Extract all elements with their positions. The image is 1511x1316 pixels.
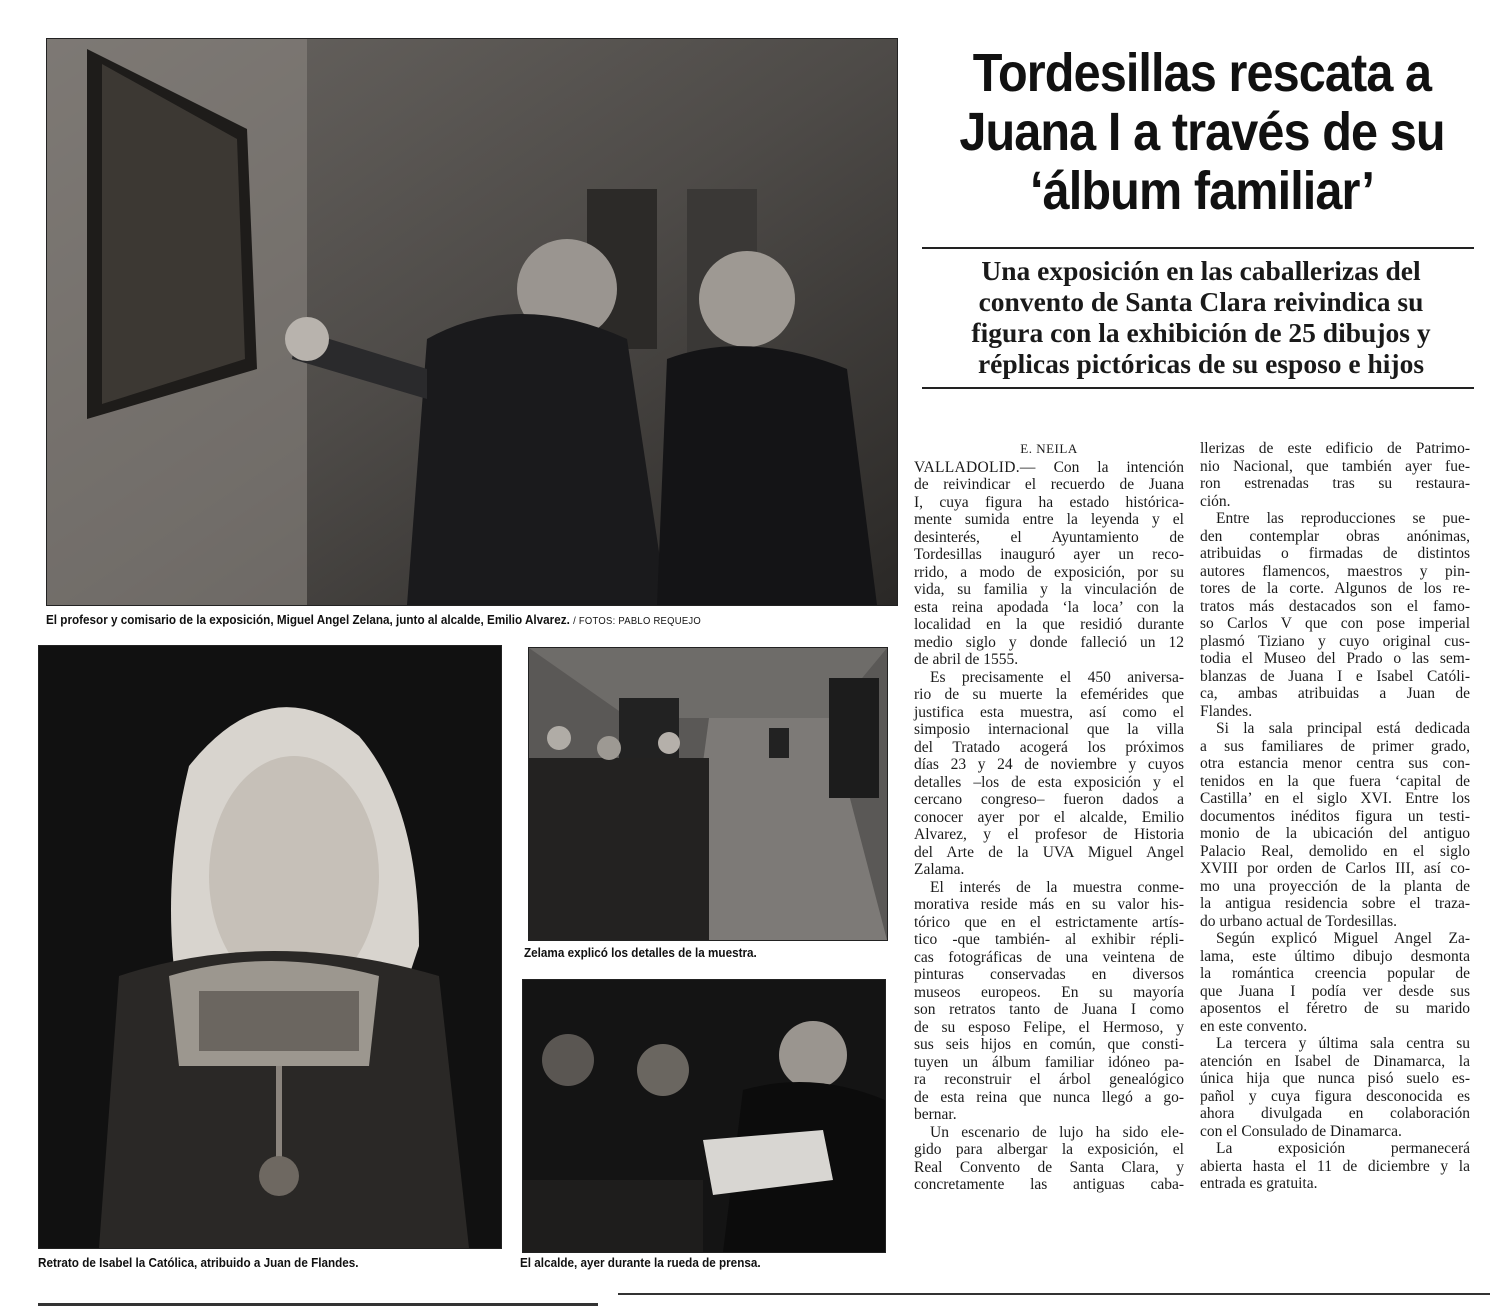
body-line: Un escenario de lujo ha sido ele- <box>930 1123 1184 1141</box>
body-line: Alvarez, y el profesor de Historia <box>914 826 1184 843</box>
body-line: medio siglo y donde falleció un 12 <box>914 633 1184 651</box>
press-photo <box>522 979 886 1253</box>
body-line: ca, ambas atribuidas a Juan de <box>1200 685 1470 702</box>
body-line: localidad en la que residió durante <box>914 616 1184 633</box>
subhead-line: réplicas pictóricas de su esposo e hijos <box>977 348 1425 379</box>
body-line: concretamente las antiguas caba- <box>914 1176 1184 1193</box>
body-line: ron estrenadas tras su restaura- <box>1200 475 1470 492</box>
headline-rule <box>922 247 1474 249</box>
body-line: vida, su familia y la vinculación de <box>914 581 1184 598</box>
body-line: gido para albergar la exposición, el <box>914 1141 1184 1158</box>
body-line: museos europeos. En su mayoría <box>914 983 1184 1001</box>
photo-credit: / FOTOS: PABLO REQUEJO <box>573 615 702 627</box>
body-line: detalles –los de esta exposición y el <box>914 773 1184 791</box>
byline: E. NEILA <box>1020 441 1078 456</box>
body-line: del Tratado acogerá los próximos <box>914 738 1184 756</box>
body-line: autores flamencos, maestros y pin- <box>1200 562 1470 580</box>
dateline: VALLADOLID.— <box>914 458 1036 476</box>
subhead-line: convento de Santa Clara reivindica su <box>978 286 1424 317</box>
body-line: única hija que nunca pisó suelo es- <box>1200 1070 1470 1087</box>
body-line: morativa reside más en su valor his- <box>914 896 1184 913</box>
body-line: simposio internacional que la villa <box>914 721 1184 738</box>
body-line: cas fotográficas de una veintena de <box>914 948 1184 966</box>
body-line: tórico que en el estrictamente artís- <box>914 913 1184 931</box>
body-line: Castilla’ en el siglo XVI. Entre los <box>1200 790 1470 807</box>
body-line: atribuidas o firmadas de distintos <box>1200 545 1470 562</box>
body-line: sus seis hijos en común, que consti- <box>914 1036 1184 1053</box>
body-line: todia el Museo del Prado o las sem- <box>1200 650 1470 667</box>
body-line: rrido, a modo de exposición, por su <box>914 563 1184 581</box>
body-line: tuyen un álbum familiar idóneo pa- <box>914 1053 1184 1071</box>
body-line: VALLADOLID.— Con la intención <box>914 458 1184 476</box>
body-line: do urbano actual de Tordesillas. <box>1200 912 1398 930</box>
body-line: tico -que también- al exhibir répli- <box>914 931 1184 948</box>
body-line: plasmó Tiziano y cuyo original cus- <box>1200 632 1470 650</box>
body-line: conocer ayer por el alcalde, Emilio <box>914 808 1184 826</box>
body-line: Palacio Real, demolido en el siglo <box>1200 842 1470 860</box>
body-line: de reivindicar el recuerdo de Juana <box>914 476 1184 493</box>
body-line: aposentos el féretro de su marido <box>1200 1000 1470 1017</box>
body-line: Tordesillas inauguró ayer un reco- <box>914 546 1184 563</box>
body-line: tratos más destacados son el famo- <box>1200 597 1470 615</box>
press-caption: El alcalde, ayer durante la rueda de prensa. <box>520 1255 761 1270</box>
body-line: otra estancia menor centra sus con- <box>1200 755 1470 772</box>
body-line: abierta hasta el 11 de diciembre y la <box>1200 1157 1470 1175</box>
body-line: monio de la ubicación del antiguo <box>1200 825 1470 842</box>
body-line: tenidos en la que fuera ‘capital de <box>1200 772 1470 790</box>
body-line: so Carlos V que con pose imperial <box>1200 615 1470 632</box>
body-line: Es precisamente el 450 aniversa- <box>930 668 1184 686</box>
body-line: atención en Isabel de Dinamarca, la <box>1200 1052 1470 1070</box>
body-line: blanzas de Juana I e Isabel Católi- <box>1200 667 1470 685</box>
body-line: entrada es gratuita. <box>1200 1175 1318 1192</box>
body-line: cercano congreso– fueron dados a <box>914 791 1184 808</box>
headline-line: Juana I a través de su <box>959 102 1445 162</box>
body-line: El interés de la muestra conme- <box>930 878 1184 896</box>
body-line: Según explicó Miguel Angel Za- <box>1216 930 1470 947</box>
body-line: Flandes. <box>1200 702 1253 720</box>
body-line: en este convento. <box>1200 1017 1308 1035</box>
headline-line: ‘álbum familiar’ <box>1030 161 1374 221</box>
article-headline <box>922 44 1482 221</box>
body-line: Zalama. <box>914 861 965 878</box>
body-line: documentos inéditos figura un testi- <box>1200 807 1470 825</box>
body-line: I, cuya figura ha estado histórica- <box>914 493 1184 511</box>
body-line: de esta reina que nunca llegó a go- <box>914 1088 1184 1106</box>
body-line: llerizas de este edificio de Patrimo- <box>1200 440 1470 457</box>
body-line: ción. <box>1200 492 1231 510</box>
portrait-photo-isabel <box>38 645 502 1249</box>
body-line: La tercera y última sala centra su <box>1216 1035 1470 1052</box>
body-line: Real Convento de Santa Clara, y <box>914 1158 1184 1176</box>
body-line: den contemplar obras anónimas, <box>1200 527 1470 545</box>
body-line: que Juana I podía ver desde sus <box>1200 982 1470 1000</box>
headline-line: Tordesillas rescata a <box>972 43 1432 103</box>
body-line: ahora divulgada en colaboración <box>1200 1105 1470 1122</box>
body-line: La exposición permanecerá <box>1216 1140 1470 1157</box>
hall-caption: Zelama explicó los detalles de la muestra. <box>524 945 757 960</box>
bottom-rule-left <box>38 1303 598 1306</box>
body-line: la antigua residencia sobre el traza- <box>1200 895 1470 912</box>
body-line: del Arte de la UVA Miguel Angel <box>914 843 1184 861</box>
main-photo-exhibition <box>46 38 898 606</box>
body-line: Entre las reproducciones se pue- <box>1216 510 1470 527</box>
body-line: pañol y cuya figura desconocida es <box>1200 1087 1470 1105</box>
subhead-line: Una exposición en las caballerizas del <box>981 255 1421 286</box>
body-line: de su esposo Felipe, el Hermoso, y <box>914 1018 1184 1036</box>
body-line: bernar. <box>914 1106 957 1123</box>
body-line: la romántica creencia popular de <box>1200 965 1470 982</box>
body-line: son retratos tanto de Juana I como <box>914 1001 1184 1018</box>
article-column-1 <box>914 440 1184 1194</box>
main-photo-caption: El profesor y comisario de la exposición, Miguel Angel Zelana, junto al alcalde, Emilio Alvarez. / FOTOS: PABLO REQUEJO <box>46 612 702 627</box>
body-line: pinturas conservadas en diversos <box>914 966 1184 983</box>
body-line: mo una proyección de la planta de <box>1200 877 1470 895</box>
body-line: justifica esta muestra, así como el <box>914 703 1184 721</box>
body-line: a sus familiares de primer grado, <box>1200 737 1470 755</box>
hall-photo <box>528 647 888 941</box>
body-line: lama, este último dibujo desmonta <box>1200 947 1470 965</box>
bottom-rule-right <box>618 1293 1490 1295</box>
portrait-caption: Retrato de Isabel la Católica, atribuido a Juan de Flandes. <box>38 1255 359 1270</box>
body-line: Si la sala principal está dedicada <box>1216 720 1470 737</box>
body-line: desinterés, el Ayuntamiento de <box>914 528 1184 546</box>
body-line: mente sumida entre la leyenda y el <box>914 511 1184 528</box>
body-line: días 23 y 24 de noviembre y cuyos <box>914 756 1184 773</box>
article-column-2 <box>1200 440 1470 1193</box>
subhead-rule <box>922 387 1474 389</box>
body-line: con el Consulado de Dinamarca. <box>1200 1122 1402 1140</box>
article-subheadline <box>936 255 1466 379</box>
body-line: ra reconstruir el árbol genealógico <box>914 1071 1184 1088</box>
body-line: nio Nacional, que también ayer fue- <box>1200 457 1470 475</box>
subhead-line: figura con la exhibición de 25 dibujos y <box>971 317 1431 348</box>
body-line: tores de la corte. Algunos de los re- <box>1200 580 1470 597</box>
body-line: esta reina apodada ‘la loca’ con la <box>914 598 1184 616</box>
body-line: de abril de 1555. <box>914 651 1019 668</box>
body-line: XVIII por orden de Carlos III, así co- <box>1200 860 1470 877</box>
body-line: rio de su muerte la efemérides que <box>914 686 1184 703</box>
